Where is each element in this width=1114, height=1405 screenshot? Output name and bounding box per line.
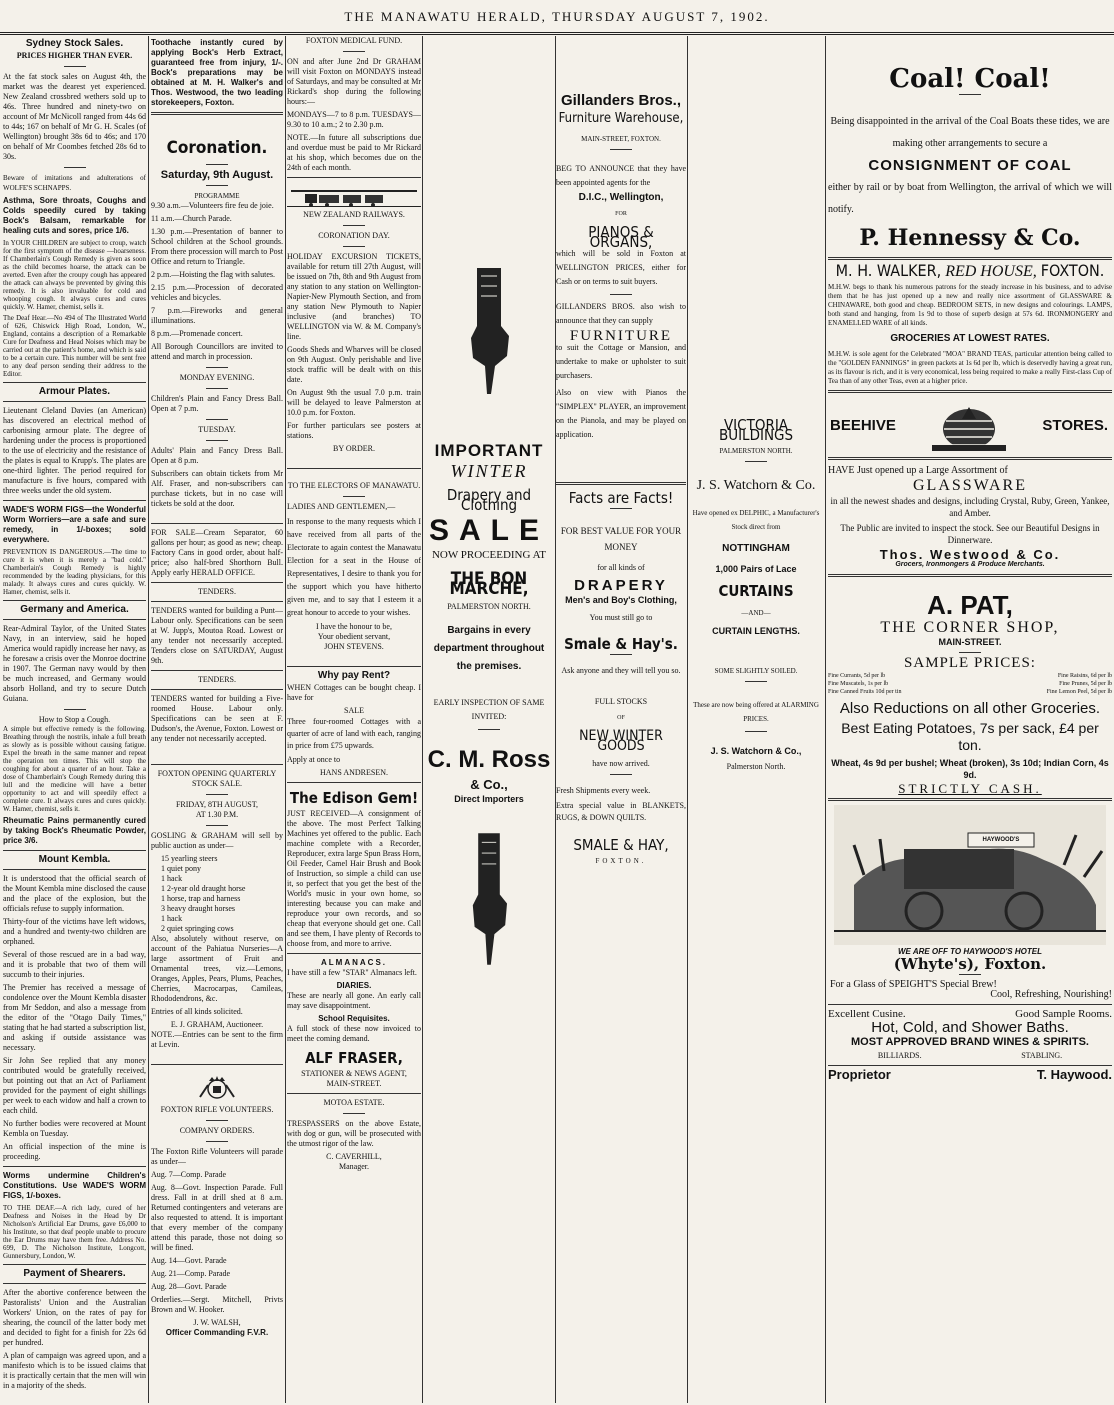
stocksale-list: [151, 854, 283, 934]
electors-honour: I have the honour to be,: [316, 622, 392, 631]
coach-crowd-illustration-icon: [834, 805, 1106, 945]
furniture-text: to suit the Cottage or Mansion, and undertake to make or upholster to suit purchasers.: [556, 343, 686, 380]
diaries-text: These are nearly all gone. An early call may save disappointment.: [287, 991, 421, 1010]
electors-obedient: Your obedient servant,: [317, 632, 391, 641]
stock-item: 2 quiet springing cows: [161, 924, 234, 933]
tenders-heading-2: TENDERS.: [198, 675, 236, 684]
coal-either: either by rail or by boat from Wellington, the arrival of which we will notify.: [828, 182, 1112, 215]
electors-heading: TO THE ELECTORS OF MANAWATU.: [287, 481, 421, 490]
glassware-shades: in all the newest shades and designs, including Crystal, Ruby, Green, Yankee, and Amber.: [830, 496, 1110, 518]
programme-item: 2 p.m.—Hoisting the flag with salutes.: [151, 270, 275, 279]
walker-foxton: FOXTON.: [1040, 261, 1105, 280]
main-street: MAIN-STREET.: [938, 637, 1002, 647]
programme-item: 2.15 p.m.—Procession of decorated vehicles and bicycles.: [151, 283, 283, 302]
medical-text: ON and after June 2nd Dr GRAHAM will visit Foxton on MONDAYS instead of Saturdays, and may be consulted at Mr Rickard's shop during the following hours:—: [287, 57, 421, 106]
programme-list: [151, 201, 283, 362]
motoa-signature: C. CAVERHILL,: [326, 1152, 382, 1161]
rent-apply: Apply at once to: [287, 755, 341, 764]
shearers-p2: A plan of campaign was agreed upon, and a manifesto which is to be issued claims that it is practically certain that the men will win in a majority of the sheds.: [3, 1351, 146, 1390]
prevention-ad: PREVENTION IS DANGEROUS.—The time to cure it is when it is merely a "bad cold." Chamberlain's Cough Remedy is highly recommended by the leading physicians, for this malady. It always cures and cures quickly. W. Hamer, chemist, sells it.: [3, 548, 146, 596]
almanacs-heading: ALMANACS.: [321, 958, 387, 967]
rent-details: Three four-roomed Cottages with a quarter of acre of land with each, ranging in price from £75 upwards.: [287, 717, 421, 750]
dic-text: D.I.C., Wellington,: [578, 192, 664, 203]
pianos-text: which will be sold in Foxton at WELLINGTON PRICES, either for Cash or on terms to suit buyers.: [556, 249, 686, 286]
sample-prices: SAMPLE PRICES:: [904, 655, 1036, 671]
tuesday-text: Adults' Plain and Fancy Dress Ball. Open at 8 p.m.: [151, 446, 283, 465]
curtains-title: CURTAINS: [718, 582, 794, 600]
railways-p3: On August 9th the usual 7.0 p.m. train will be delayed to leave Palmerston at 10.0 p.m. for Foxton.: [287, 388, 421, 417]
volunteers-item: Aug. 14—Govt. Parade: [151, 1256, 227, 1265]
programme-item: 11 a.m.—Church Parade.: [151, 214, 232, 223]
volunteers-subheading: COMPANY ORDERS.: [179, 1126, 255, 1135]
school-heading: School Requisites.: [318, 1014, 390, 1023]
sydney-heading: Sydney Stock Sales.: [25, 38, 124, 49]
tender-punt: TENDERS wanted for building a Punt—Labour only. Specifications can be seen at W. Jupp's, Moutoa Road. Lowest or any tender not necessarily accepted. Tenders close on SATURDAY, August 9th.: [151, 606, 283, 665]
germany-heading: Germany and America.: [20, 604, 129, 615]
furniture-title: FURNITURE: [569, 328, 673, 344]
stock-item: 1 hack: [161, 874, 183, 883]
kembla-p4: The Premier has received a message of condolence over the Mount Kembla disaster from Mr Seddon, and also a message from the editor of the "Otago Daily Times," stating that he had started a subscription list, and asking if outside assistance was necessary.: [3, 983, 146, 1052]
price-item: Fine Prunes, 5d per lb: [1059, 681, 1112, 687]
coronation-title: Coronation.: [166, 138, 268, 158]
subscribers-text: Subscribers can obtain tickets from Mr Alf. Fraser, and non-subscribers can purchase tickets, but in no case will tickets be sold at the door.: [151, 469, 283, 508]
edison-text: JUST RECEIVED—A consignment of the above. The most Perfect Talking Machines yet offered to the public. Each machine complete with a Recorder, Reproducer, extra large Spun Brass Horn, Oil Feeder, Camel Hair Brush and Book of Instruction, so simple a child can use it, so perfect that you get the best of the World's music in your own home, so interesting because you can make and reproduce your own records, and so cheap that everyone should get one. Call and see them, I have plenty of Records to choose from, and more to arrive.: [287, 809, 421, 948]
kembla-p7: An official inspection of the mine is proceeding.: [3, 1142, 146, 1161]
stock-item: 1 hack: [161, 914, 183, 923]
tenders-heading: TENDERS.: [198, 587, 236, 596]
beehive-have: HAVE Just opened up a Large Assortment of: [828, 465, 1008, 476]
railways-p2: Goods Sheds and Wharves will be closed on 9th August. Only perishable and live stock traffic will be dealt with on this date.: [287, 345, 421, 384]
worms-ad: Worms undermine Children's Constitutions. Use WADE'S WORM FIGS, 1/-boxes.: [3, 1171, 146, 1200]
curtain-lengths: CURTAIN LENGTHS.: [712, 626, 800, 636]
apat-title: A. PAT,: [927, 590, 1013, 620]
whytes-title: (Whyte's), Foxton.: [893, 955, 1047, 973]
wines-text: MOST APPROVED BRAND WINES & SPIRITS.: [851, 1036, 1089, 1048]
stock-item: 1 quiet pony: [161, 864, 201, 873]
column-6: [689, 36, 823, 1403]
smale-title: Smale & Hay's.: [564, 635, 678, 653]
electors-greeting: LADIES AND GENTLEMEN,—: [287, 502, 396, 511]
sydney-subheading: PRICES HIGHER THAN EVER.: [16, 51, 133, 60]
edison-heading: The Edison Gem!: [289, 789, 419, 807]
school-text: A full stock of these now invoiced to meet the coming demand.: [287, 1024, 421, 1043]
coronation-date: Saturday, 9th August.: [160, 169, 274, 181]
cuisine-text: Excellent Cusine.: [828, 1008, 906, 1020]
stocksale-date: FRIDAY, 8TH AUGUST,: [175, 800, 259, 809]
hotel-banner: WE ARE OFF TO HAYWOOD'S HOTEL: [898, 947, 1042, 956]
drapery-title: Drapery and Clothing: [446, 486, 532, 514]
stock-item: 3 heavy draught horses: [161, 904, 235, 913]
best-value-text: FOR BEST VALUE FOR YOUR MONEY: [560, 526, 682, 552]
rooms-text: Good Sample Rooms.: [1015, 1008, 1112, 1020]
train-icon: [287, 186, 421, 208]
mens-clothing: Men's and Boy's Clothing,: [565, 595, 677, 605]
medical-hours: MONDAYS—7 to 8 p.m. TUESDAYS—9.30 to 10 a.m.; 2 to 2.30 p.m.: [287, 110, 421, 129]
new-winter-goods: NEW WINTER GOODS: [579, 728, 663, 754]
shearers-heading: Payment of Shearers.: [23, 1268, 126, 1279]
programme-item: 9.30 a.m.—Volunteers fire feu de joie.: [151, 201, 274, 210]
ask-text: Ask anyone and they will tell you so.: [561, 666, 681, 675]
volunteers-orderlies: Orderlies.—Sergt. Mitchell, Privts Brown and W. Hooker.: [151, 1295, 283, 1314]
proceeding-text: NOW PROCEEDING AT: [431, 549, 547, 561]
westwood-grocers: Grocers, Ironmongers & Produce Merchants.: [895, 561, 1045, 568]
sydney-article: At the fat stock sales on August 4th, the market was the dearest yet experienced. New Zealand crossbred wethers sold up to 46s. Three hundred and ninety-two on account of Mr McNicoll ranged from 44s 6d to 44s; 167 on behalf of Mr G. H. Scales (of Wellington) brought 38s 6d to 46s; and 170 on behalf of Mr Coombes fetched 28s 6d to 30s.: [3, 72, 146, 161]
must-text: You must still go to: [589, 613, 653, 622]
rent-signature: HANS ANDRESEN.: [319, 768, 388, 777]
column-3: [287, 36, 421, 1403]
price-item: Fine Raisins, 6d per lb: [1057, 673, 1112, 679]
railways-signature: BY ORDER.: [333, 444, 375, 453]
pairs-text: 1,000 Pairs of Lace: [715, 564, 797, 574]
of-text: OF: [617, 715, 625, 721]
watchorn-palmerston: Palmerston North.: [726, 762, 786, 771]
westwood-title: Thos. Westwood & Co.: [879, 547, 1061, 562]
glassware-title: GLASSWARE: [912, 477, 1027, 494]
monday-text: Children's Plain and Fancy Dress Ball. Open at 7 p.m.: [151, 394, 283, 413]
important-title: IMPORTANT: [434, 441, 544, 460]
cool-text: Cool, Refreshing, Nourishing!: [990, 989, 1112, 1000]
volunteers-item: Aug. 7—Comp. Parade: [151, 1170, 227, 1179]
stocksale-time: AT 1.30 P.M.: [195, 810, 239, 819]
schnapps-ad: Beware of imitations and adulterations of WOLFE'S SCHNAPPS.: [3, 174, 146, 192]
stores-word: STORES.: [1042, 417, 1108, 434]
alf-fraser: ALF FRASER,: [305, 1049, 403, 1067]
royal-crest-icon: [197, 1075, 237, 1101]
baths-text: Hot, Cold, and Shower Baths.: [871, 1019, 1069, 1036]
stock-item: 15 yearling steers: [161, 854, 218, 863]
early-text: EARLY INSPECTION OF SAME INVITED:: [433, 698, 545, 721]
railways-heading: NEW ZEALAND RAILWAYS.: [303, 210, 405, 219]
stabling-text: STABLING.: [1021, 1051, 1063, 1060]
ross-co: & Co.,: [470, 777, 508, 792]
gillanders-also: GILLANDERS BROS. also wish to announce that they can supply: [556, 302, 686, 325]
germany-article: Rear-Admiral Taylor, of the United States Navy, in an interview, said he hoped America would rapidly increase her navy, as he foresaw a crisis over the Monroe doctrine in 1907. The German navy would by then be much increased, and Germany would absorb Holland, and try to secure Dutch Guiana.: [3, 624, 146, 703]
palmerston-text: PALMERSTON NORTH.: [447, 602, 531, 611]
proprietor-name: T. Haywood.: [1036, 1067, 1112, 1082]
almanacs-text: I have still a few "STAR" Almanacs left.: [287, 968, 417, 977]
programme-item: 1.30 p.m.—Presentation of banner to School children at the School grounds. From there procession will march to Post Office and return to Triangle.: [151, 227, 283, 266]
rent-heading: Why pay Rent?: [317, 670, 391, 681]
bon-marche-title: THE BON MARCHE,: [449, 569, 529, 599]
drapery-title: DRAPERY: [574, 577, 668, 594]
rheum-ad: Rheumatic Pains permanently cured by taking Bock's Rheumatic Powder, price 3/6.: [3, 816, 146, 845]
walker-text: M.H.W. begs to thank his numerous patrons for the steady increase in his business, and to advise them that he has just opened up a new and really nice assortment of GLASSWARE & CHINAWARE, both good and cheap. BEDROOM SETS, in new designs and colourings. LAMPS, both stand and hanging, from 1s 9d to those of superb design at 57s 6d. IRONMONGERY and ENAMELLED WARE of all kinds.: [828, 283, 1112, 327]
facts-title: Facts are Facts!: [568, 489, 674, 507]
glassware-public: The Public are invited to inspect the stock. See our Beautiful Designs in Dinnerware.: [840, 523, 1100, 545]
for-text: FOR: [615, 211, 627, 217]
groceries-heading: GROCERIES AT LOWEST RATES.: [890, 333, 1050, 344]
ross-importers: Direct Importers: [454, 794, 524, 804]
stocksale-note: NOTE.—Entries can be sent to the firm at Levin.: [151, 1030, 283, 1049]
hennessy-title: P. Hennessy & Co.: [859, 225, 1081, 251]
potatoes-text: Best Eating Potatoes, 7s per sack, £4 per ton.: [841, 720, 1099, 753]
pointing-hand-icon: [459, 266, 519, 396]
full-stocks: FULL STOCKS: [594, 697, 648, 706]
wheat-text: Wheat, 4s 9d per bushel; Wheat (broken), 3s 10d; Indian Corn, 4s 9d.: [831, 758, 1109, 780]
volunteers-signature: J. W. WALSH,: [193, 1318, 241, 1327]
monday-heading: MONDAY EVENING.: [179, 373, 255, 382]
price-list: [828, 672, 1112, 696]
arrived-text: have now arrived.: [592, 759, 650, 768]
pianos-title: PIANOS & ORGANS,: [588, 223, 654, 251]
children-ad: In YOUR CHILDREN are subject to croup, watch for the first symptom of the disease —hoarseness. If Chamberlain's Cough Remedy is given as soon as the child becomes hoarse, the attack can be averted. Even after the croupy cough has appeared the attack can always be prevented by giving this remedy. It is also invaluable for cold and whooping cough. It always cures and cures quickly. W. Hamer, chemist, sells it.: [3, 239, 146, 311]
beehive-icon: [932, 399, 1006, 451]
electors-text: In response to the many requests which I have received from all parts of the Electorate to again contest the Manawatu Election for a seat in the House of Representatives, I desire to thank you for the support which you have hitherto given me, and to say that I esteem it a great honour to accede to your wishes.: [287, 517, 421, 617]
wade-ad: WADE'S WORM FIGS—the Wonderful Worm Worriers—are a safe and sure remedy, in 1/-boxes; sold everywhere.: [3, 505, 146, 544]
railways-p4: For further particulars see posters at stations.: [287, 421, 421, 440]
walker-red-house: RED HOUSE,: [945, 263, 1037, 280]
medical-heading: FOXTON MEDICAL FUND.: [305, 36, 403, 45]
rent-text: WHEN Cottages can be bought cheap. I have for: [287, 683, 421, 702]
simplex-text: Also on view with Pianos the "SIMPLEX" PLAYER, an improvement on the Pianola, and may be played on application.: [556, 388, 686, 439]
forsale-ad: FOR SALE—Cream Separator, 60 gallons per hour; as good as new; cheap. Factory Cans in good order, about half-price; also half-bred Shorthorn Bull. Apply early HERALD OFFICE.: [151, 528, 283, 577]
coal-consignment: CONSIGNMENT OF COAL: [868, 157, 1072, 174]
winter-title: WINTER: [450, 461, 528, 481]
volunteers-item: Aug. 21—Comp. Parade: [151, 1269, 231, 1278]
price-item: Fine Muscatels, 1s per lb: [828, 681, 889, 687]
kembla-p6: No further bodies were recovered at Mount Kembla on Tuesday.: [3, 1119, 146, 1138]
armour-article: Lieutenant Cleland Davies (an American) has discovered an electrical method of carbonising armour plate. The degree of hardening under the process is proportioned to the use of electricity and the resistance of the plates is equal to Krupp's. The plates are one-third lighter. The period required for manufacture is five hours, compared with three weeks under the old system.: [3, 406, 146, 495]
billiards-text: BILLIARDS.: [877, 1051, 922, 1060]
deaf-ad: The Deaf Hear.—No 494 of The Illustrated World of 626, Chiswick High Road, London, W., England, contains a description of a Remarkable Cure for Deafness and Head Noises which may be carried out at the patient's home, and which is said to be a certain cure. This number will be sent free to any deaf person sending their address to the Editor.: [3, 314, 146, 378]
volunteers-item: Aug. 28—Govt. Parade: [151, 1282, 227, 1291]
stocksale-also: Also, absolutely without reserve, on account of the Pahiatua Nurseries—A large assortment of Fruit and Ornamental trees, viz.—Lemons, Oranges, Apples, Pears, Plums, Peaches, Cherries, Macrocarpas, Camileas, Rhododendrons, &c.: [151, 934, 283, 1003]
fresh-text: Fresh Shipments every week.: [556, 786, 651, 795]
diaries-heading: DIARIES.: [336, 981, 372, 990]
soiled-text: SOME SLIGHTLY SOILED.: [714, 667, 798, 675]
kembla-p1: It is understood that the official search of the Mount Kembla mine disclosed the cause and the place of the explosion, but the officials refuse to supply information.: [3, 874, 146, 913]
watchorn-footer: J. S. Watchorn & Co.,: [710, 746, 802, 756]
sale-title: SALE: [428, 514, 549, 547]
programme-item: All Borough Councillors are invited to attend and march in procession.: [151, 342, 283, 361]
tuesday-heading: TUESDAY.: [198, 425, 236, 434]
kembla-heading: Mount Kembla.: [38, 854, 111, 865]
stocksale-entries: Entries of all kinds solicited.: [151, 1007, 243, 1016]
column-4: [424, 36, 554, 1403]
offered-text: These are now being offered at ALARMING PRICES.: [693, 701, 819, 723]
motoa-manager: Manager.: [339, 1162, 369, 1171]
stocksale-signature: E. J. GRAHAM, Auctioneer.: [170, 1020, 264, 1029]
asthma-ad: Asthma, Sore throats, Coughs and Colds speedily cured by taking Bock's Balsam, remarkable for healing cuts and sores, price 1/6.: [3, 196, 146, 235]
stock-item: 1 2-year old draught horse: [161, 884, 246, 893]
watchorn-title: J. S. Watchorn & Co.: [696, 478, 816, 493]
alf-street: MAIN-STREET.: [326, 1079, 382, 1088]
coal-title: Coal! Coal!: [889, 64, 1051, 94]
beehive-word: BEEHIVE: [830, 417, 896, 434]
bargains-text: Bargains in every department throughout the premises.: [433, 625, 545, 672]
medical-note: NOTE.—In future all subscriptions due and overdue must be paid to Mr Rickard at his shop, which becomes due on the 24th of each month.: [287, 133, 421, 172]
stocksale-heading: FOXTON OPENING QUARTERLY STOCK SALE.: [157, 769, 277, 788]
column-1: [3, 36, 146, 1403]
motoa-heading: MOTOA ESTATE.: [323, 1098, 385, 1107]
volunteers-intro: The Foxton Rifle Volunteers will parade as under—: [151, 1147, 283, 1166]
motoa-text: TRESPASSERS on the above Estate, with dog or gun, will be prosecuted with the utmost rigor of the law.: [287, 1119, 421, 1148]
and-text: —AND—: [741, 609, 771, 617]
electors-signature: JOHN STEVENS.: [324, 642, 384, 651]
extra-text: Extra special value in BLANKETS, RUGS, & DOWN QUILTS.: [556, 801, 686, 822]
column-2: [151, 36, 283, 1403]
volunteers-item: Aug. 8—Govt. Inspection Parade. Full dress. Fall in at drill shed at 8 a.m. Returned contingenters and veterans are also requested to attend. It is important that every member of the company attend this parade, those not doing so will be fined.: [151, 1183, 283, 1252]
kembla-p3: Several of those rescued are in a bad way, and it is probable that two of them will succumb to their injuries.: [3, 950, 146, 979]
watchorn-opened: Have opened ex DELPHIC, a Manufacturer's Stock direct from: [692, 509, 820, 531]
toothache-ad: Toothache instantly cured by applying Bock's Herb Extract, guaranteed free from injury, 1/-. Bock's preparations may be obtained at M. H. Walker's and Thos. Westwood, the two leading storekeepers, Foxton.: [151, 38, 283, 107]
walker-name: M. H. WALKER,: [835, 261, 942, 280]
victoria-buildings: VICTORIA BUILDINGS: [718, 416, 794, 444]
coal-disappointed: Being disappointed in the arrival of the Coal Boats these tides, we are making other arrangements to secure a: [830, 116, 1110, 149]
rent-sale: SALE: [344, 706, 364, 715]
coach-sign: HAYWOOD'S: [982, 837, 1020, 843]
shearers-p1: After the abortive conference between the Pastoralists' Union and the Australian Workers' Union, on the rates of pay for shearing, the council of the latter body met and decided to fight for a finish for 22s 6d per hundred.: [3, 1288, 146, 1347]
foxton-text: FOXTON.: [595, 857, 647, 865]
price-item: Fine Currants, 5d per lb: [828, 673, 886, 679]
programme-item: 7 p.m.—Fireworks and general illuminations.: [151, 306, 283, 325]
kembla-p2: Thirty-four of the victims have left widows, and a hundred and twenty-two children are orphaned.: [3, 917, 146, 946]
price-item: Fine Canned Fruits 10d per tin: [828, 689, 902, 695]
furniture-warehouse: Furniture Warehouse,: [558, 111, 684, 126]
cough-article: A simple but effective remedy is the following. Breathing through the nostrils, inhale a full breath as slowly as is possible without causing fatigue. Expel the breath in the same manner and repeat the operation ten times. This will stop the coughing for about a quarter of an hour. Take a dose of Chamberlain's Cough Remedy during this lull and the medicine will have a better opportunity to act and will speedily effect a complete cure. It always cures and cures quickly. W. Hamer, chemist, sells it.: [3, 725, 146, 813]
programme-item: 8 p.m.—Promenade concert.: [151, 329, 243, 338]
gillanders-announce: BEG TO ANNOUNCE that they have been appointed agents for the: [556, 164, 686, 187]
programme-label: PROGRAMME: [194, 192, 240, 200]
tender-house: TENDERS wanted for building a Five-roomed House. Labour only. Specifications can be seen at F. Dudson's, the Avenue, Foxton. Lowest or any tender not necessarily accepted.: [151, 694, 283, 743]
reductions-text: Also Reductions on all other Groceries.: [839, 700, 1101, 717]
kinds-text: for all kinds of: [597, 563, 645, 572]
victoria-palmerston: PALMERSTON NORTH.: [719, 447, 793, 455]
hotel-illustration: [834, 805, 1106, 957]
column-5: [556, 36, 686, 1403]
corner-shop: THE CORNER SHOP,: [880, 619, 1060, 636]
speights-text: For a Glass of SPEIGHT'S Special Brew!: [830, 979, 997, 990]
price-item: Fine Lemon Peel, 5d per lb: [1046, 689, 1112, 695]
cash-text: STRICTLY CASH.: [898, 781, 1042, 796]
gillanders-address: MAIN-STREET, FOXTON.: [581, 135, 661, 143]
stock-item: 1 horse, trap and harness: [161, 894, 241, 903]
armour-heading: Armour Plates.: [38, 386, 111, 397]
volunteers-officer: Officer Commanding F.V.R.: [165, 1328, 269, 1337]
railways-subheading: CORONATION DAY.: [318, 231, 390, 240]
railways-p1: HOLIDAY EXCURSION TICKETS, available for return till 27th August, will be issued on 7th, 8th and 9th August from any station to any station on Wellington-Napier-New Plymouth Section, and from any station New Plymouth to Napier inclusive (and branches) TO WELLINGTON via W. & M. Company's line.: [287, 252, 421, 341]
volunteers-heading: FOXTON RIFLE VOLUNTEERS.: [160, 1105, 274, 1114]
moa-text: M.H.W. is sole agent for the Celebrated "MOA" BRAND TEAS, particular attention being called to the "GOLDEN FANNINGS" in green packets at 1s 6d per lb, which is deservedly having a great run, as its flavour is rich, and it is very economical, less being required to make a really First-class Cup of Tea than of any other Teas, even at a higher price.: [828, 350, 1112, 385]
deaf2-ad: TO THE DEAF.—A rich lady, cured of her Deafness and Noises in the Head by Dr Nicholson's Artificial Ear Drums, gave £6,000 to his Institute, so that deaf people unable to procure the Ear Drums may have them free. Address No. 699, D. The Nicholson Institute, Longcott, Gunnersbury, London, W.: [3, 1204, 146, 1260]
alf-stationer: STATIONER & NEWS AGENT,: [301, 1069, 407, 1078]
stocksale-intro: GOSLING & GRAHAM will sell by public auction as under—: [151, 831, 283, 850]
kembla-p5: Sir John See replied that any money contributed would be gratefully received, but pointing out that an Act of Parliament provided for the payment of eight shillings per week to each widow and half a crown to each child.: [3, 1056, 146, 1115]
gillanders-title: Gillanders Bros.,: [560, 92, 682, 109]
ross-title: C. M. Ross: [427, 746, 551, 773]
cough-heading: How to Stop a Cough.: [38, 715, 111, 724]
masthead: THE MANAWATU HERALD, THURSDAY AUGUST 7, 1902.: [0, 0, 1114, 35]
smale-hay-title: SMALE & HAY,: [573, 836, 669, 854]
column-7: [828, 36, 1112, 1403]
nottingham-text: NOTTINGHAM: [722, 543, 790, 554]
proprietor-label: Proprietor: [828, 1067, 891, 1082]
pointing-hand-icon: [462, 824, 516, 974]
